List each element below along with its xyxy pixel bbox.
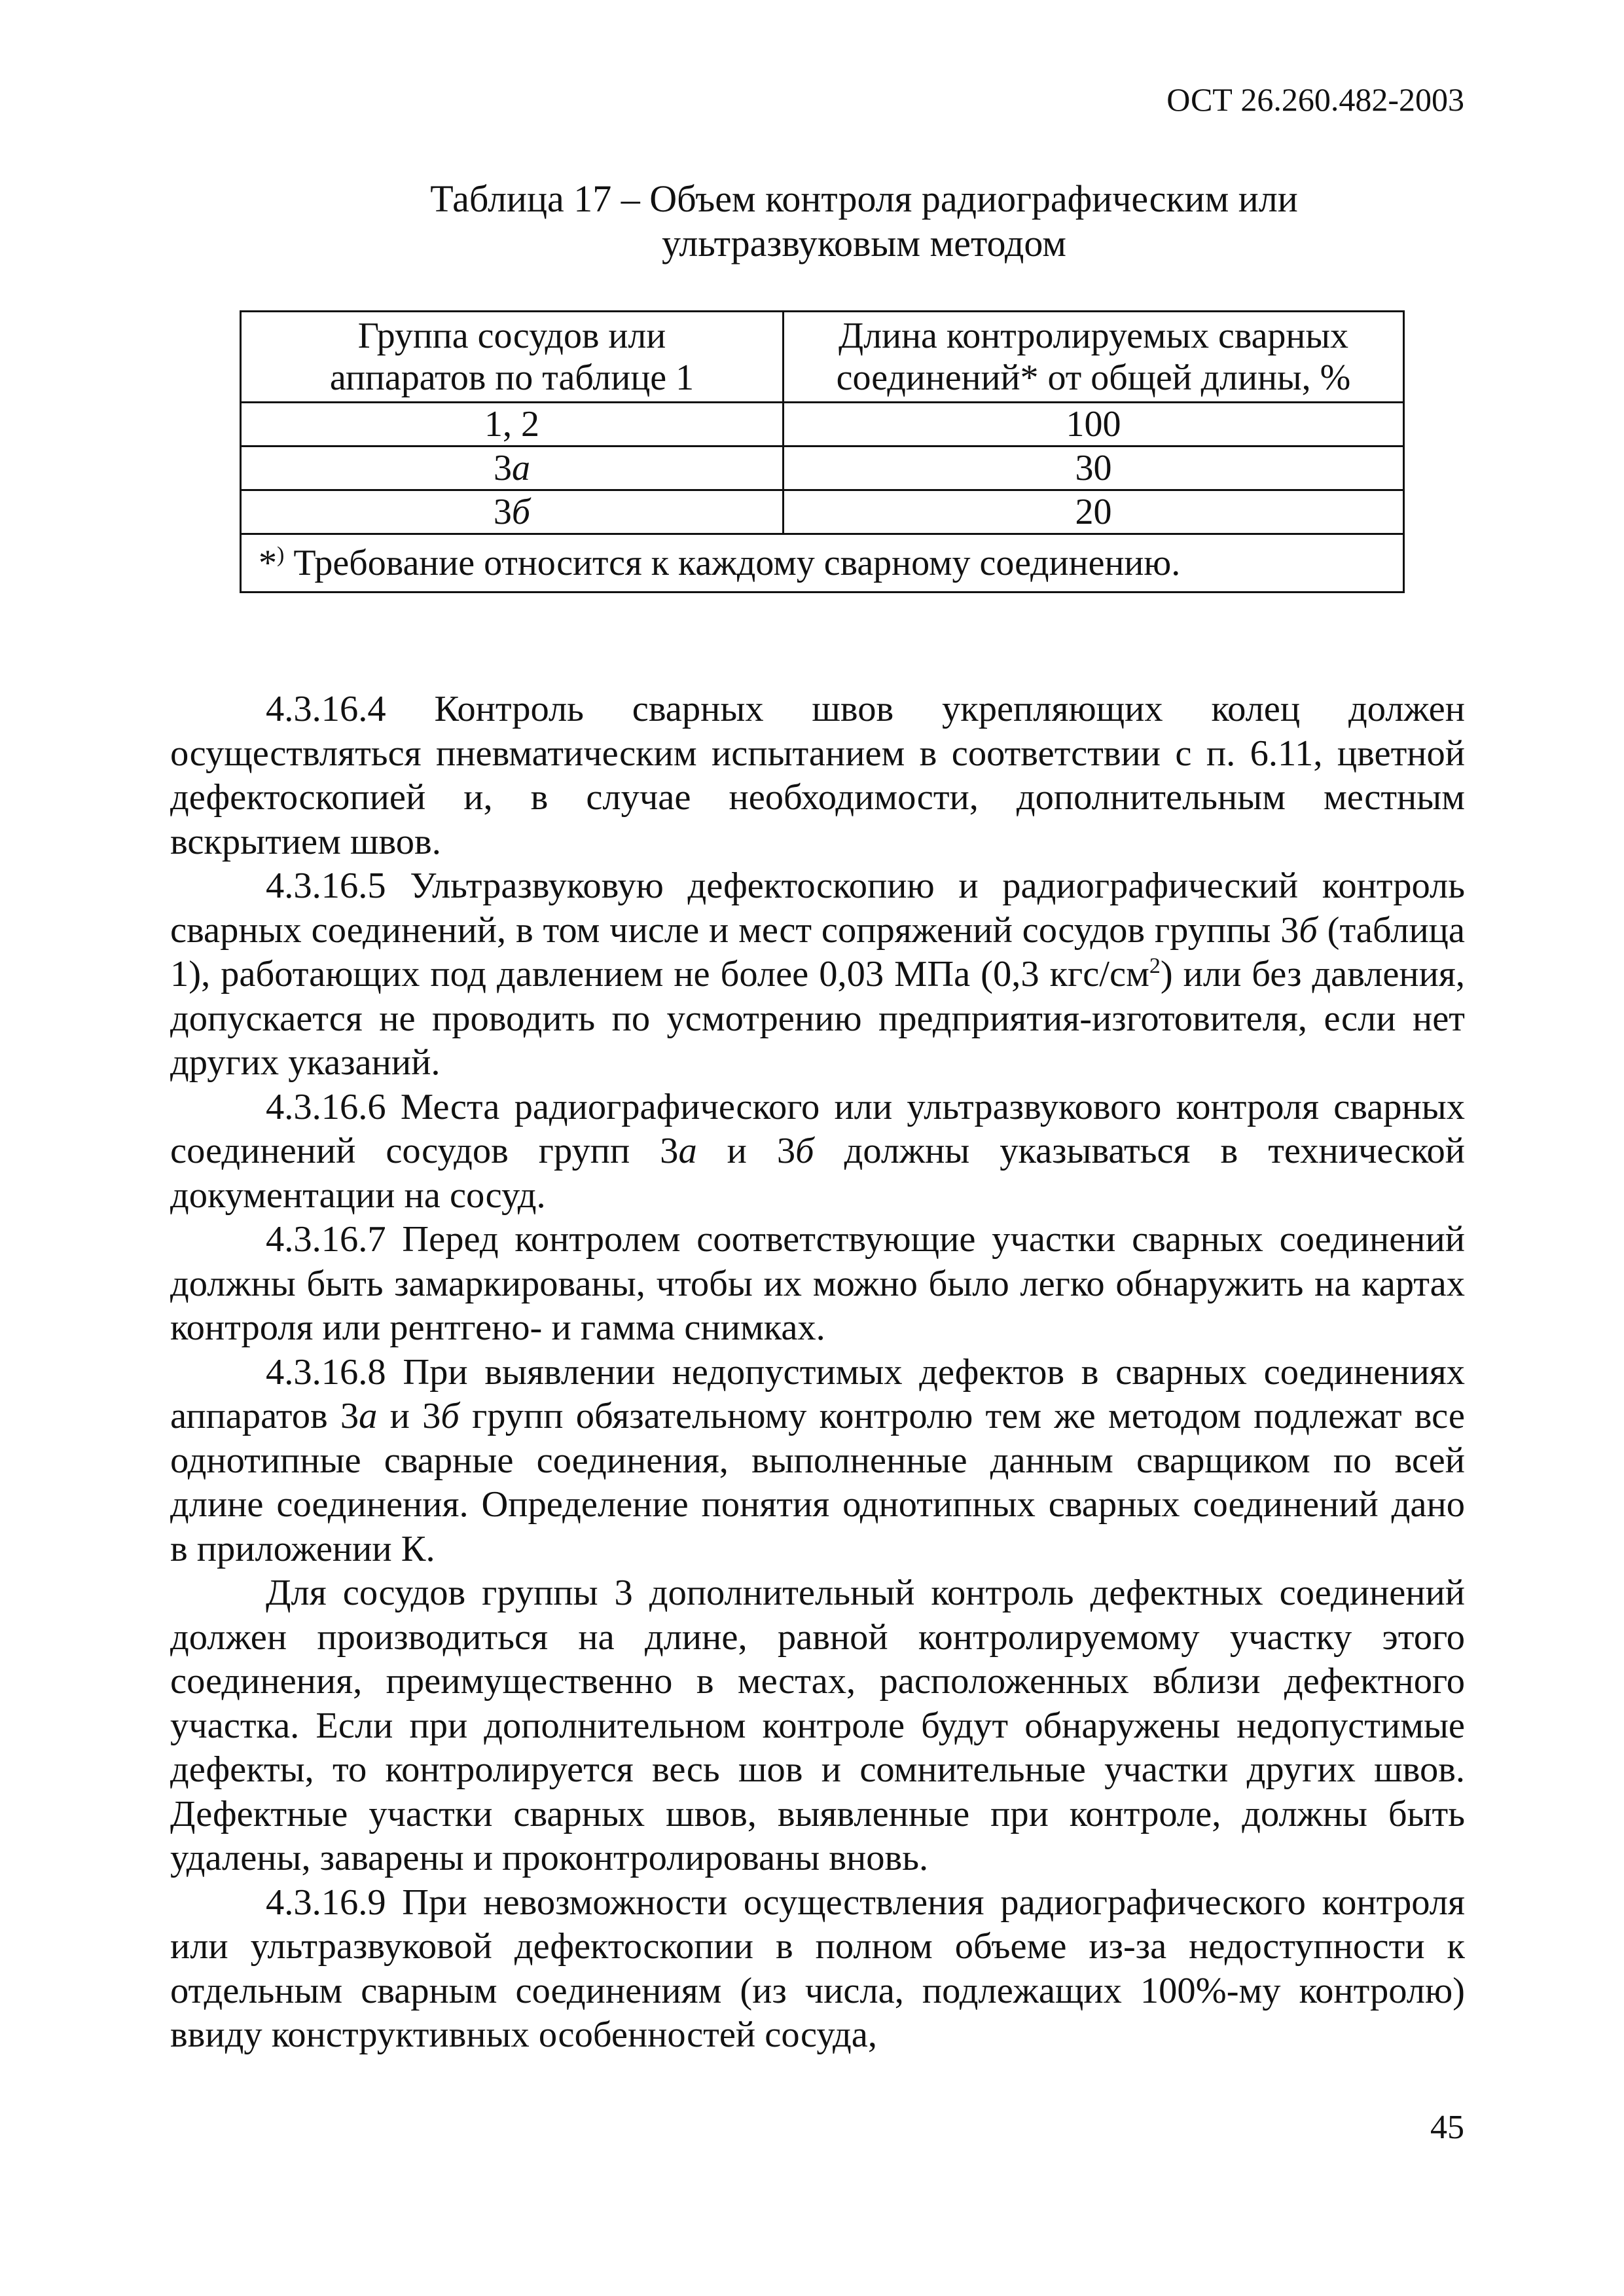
table-row bbox=[241, 446, 1404, 490]
note-text: Требование относится к каждому сварному соединению. bbox=[284, 543, 1181, 583]
value-cell: 100 bbox=[784, 403, 1404, 446]
paragraph-4-3-16-7: 4.3.16.7 Перед контролем соответствующие участки сварных соединений должны быть замаркированы, чтобы их можно было легко обнаружить на картах контроля или рентгено- и гамма снимках. bbox=[170, 1219, 1465, 1348]
paragraph-text: групп обязательному контролю тем же методом подлежат все однотипные сварные соединения, выполненные данным сварщиком по всей длине соединения. Определение понятия однотипных сварных соединений дано в приложении К. bbox=[170, 1396, 1465, 1569]
table-note bbox=[241, 534, 1404, 592]
paragraph-text: 4.3.16.8 При выявлении недопустимых дефектов в сварных соединениях аппаратов 3 bbox=[170, 1351, 1465, 1436]
group-cell bbox=[241, 490, 784, 534]
paragraph-text: 4.3.16.5 Ультразвуковую дефектоскопию и радиографический контроль сварных соединений, в том числе и мест сопряжений сосудов группы 3 bbox=[170, 866, 1465, 951]
body-text bbox=[170, 687, 1465, 2058]
table-row bbox=[241, 403, 1404, 446]
page-number: 45 bbox=[1430, 2109, 1464, 2146]
table-caption-line1: Таблица 17 – Объем контроля радиографическим или bbox=[430, 177, 1298, 220]
group-cell bbox=[241, 446, 784, 490]
table-row bbox=[241, 490, 1404, 534]
group-letter: б bbox=[511, 492, 531, 532]
note-asterisk: * bbox=[259, 543, 277, 583]
control-volume-table bbox=[240, 310, 1405, 593]
group-number: 3 bbox=[493, 492, 512, 532]
table-header-row bbox=[241, 312, 1404, 403]
group-letter: а bbox=[359, 1396, 378, 1436]
paragraph-4-3-16-4: 4.3.16.4 Контроль сварных швов укрепляющих колец должен осуществляться пневматическим испытанием в соответствии с п. 6.11, цветной дефектоскопией и, в случае необходимости, дополнительным местным вскрытием швов. bbox=[170, 689, 1465, 862]
paragraph-text: и 3 bbox=[696, 1131, 796, 1171]
unit-superscript: 2 bbox=[1149, 954, 1161, 978]
table-caption-line2: ультразвуковым методом bbox=[661, 222, 1066, 264]
group-letter: б bbox=[1299, 909, 1318, 951]
value-cell: 30 bbox=[784, 446, 1404, 490]
paragraph-text: и 3 bbox=[377, 1396, 441, 1436]
paragraph-text: ) или без давления, допускается не проводить по усмотрению предприятия-изготовителя, если нет других указаний. bbox=[170, 954, 1465, 1083]
group-letter: б bbox=[441, 1396, 460, 1436]
header-cell-group bbox=[241, 312, 784, 403]
value-cell: 20 bbox=[784, 490, 1404, 534]
group-letter: а bbox=[678, 1131, 697, 1171]
group-number: 1, 2 bbox=[484, 404, 539, 445]
table-caption bbox=[327, 177, 1401, 266]
header-length-line1: Длина контролируемых сварных bbox=[838, 316, 1349, 356]
group-cell bbox=[241, 403, 784, 446]
document-code: ОСТ 26.260.482-2003 bbox=[1166, 81, 1464, 118]
group-letter: а bbox=[512, 448, 530, 488]
paragraph-4-3-16-8 bbox=[170, 1351, 1465, 1572]
group-letter: б bbox=[795, 1131, 814, 1171]
table-note-row bbox=[241, 534, 1404, 592]
header-group-line1: Группа сосудов или bbox=[357, 316, 666, 356]
paragraph-text: (таблица 1), работающих под давлением не более 0,03 МПа (0,3 кгс/см bbox=[170, 909, 1465, 994]
header-length-line2: соединений* от общей длины, % bbox=[836, 357, 1351, 398]
paragraph-4-3-16-5 bbox=[170, 864, 1465, 1085]
note-superscript: ) bbox=[277, 543, 285, 567]
paragraph-text: 4.3.16.6 Места радиографического или ультразвукового контроля сварных соединений сосудов групп 3 bbox=[170, 1086, 1465, 1171]
paragraph-text: должны указываться в технической документации на сосуд. bbox=[170, 1131, 1465, 1216]
paragraph-4-3-16-9: 4.3.16.9 При невозможности осуществления радиографического контроля или ультразвуковой дефектоскопии в полном объеме из-за недоступности к отдельным сварным соединениям (из числа, подлежащих 100%-му контролю) ввиду конструктивных особенностей сосуда, bbox=[170, 1882, 1465, 2055]
header-cell-length bbox=[784, 312, 1404, 403]
paragraph-4-3-16-6 bbox=[170, 1085, 1465, 1218]
header-group-line2: аппаратов по таблице 1 bbox=[329, 357, 695, 398]
paragraph-additional-control: Для сосудов группы 3 дополнительный контроль дефектных соединений должен производиться на длине, равной контролируемому участку этого соединения, преимущественно в местах, расположенных вблизи дефектного участка. Если при дополнительном контроле будут обнаружены недопустимые дефекты, то контролируется весь шов и сомнительные участки других швов. Дефектные участки сварных швов, выявленные при контроле, должны быть удалены, заварены и проконтролированы вновь. bbox=[170, 1573, 1465, 1878]
group-number: 3 bbox=[494, 448, 512, 488]
